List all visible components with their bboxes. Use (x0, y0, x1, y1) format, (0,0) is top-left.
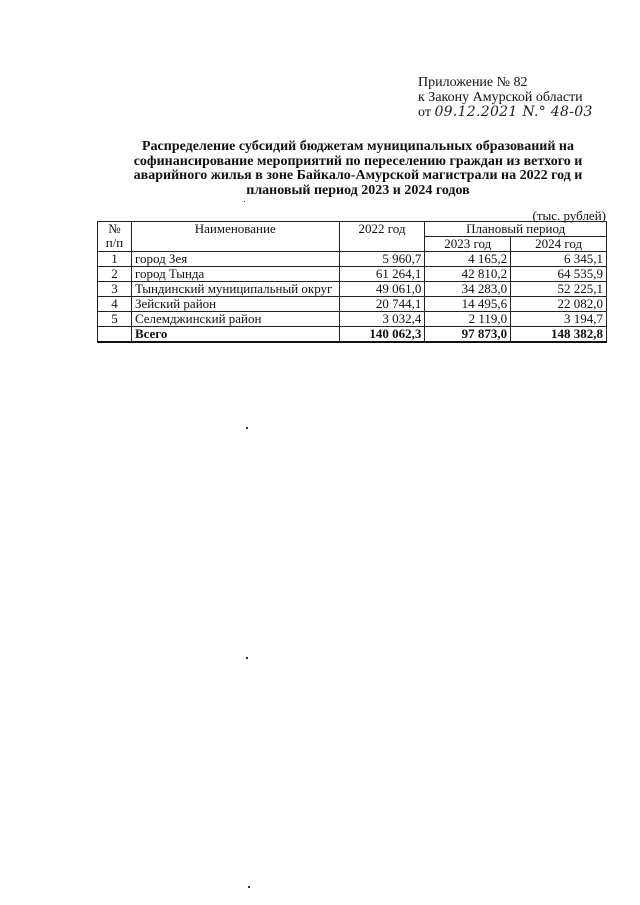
handwritten-date-number: 09.12.2021 N.° 48-03 (434, 104, 593, 120)
row-2024: 22 082,0 (511, 297, 607, 312)
annex-date-prefix: от (418, 105, 431, 120)
row-2023: 42 810,2 (425, 267, 511, 282)
header-2024: 2024 год (511, 237, 607, 252)
row-2023: 34 283,0 (425, 282, 511, 297)
row-2022: 20 744,1 (339, 297, 425, 312)
row-2023: 4 165,2 (425, 252, 511, 267)
total-2024: 148 382,8 (511, 327, 607, 343)
row-num: 4 (98, 297, 132, 312)
row-name: Зейский район (131, 297, 339, 312)
table-row (98, 312, 607, 327)
total-2022: 140 062,3 (339, 327, 425, 343)
scan-speck (244, 201, 245, 202)
row-2024: 6 345,1 (511, 252, 607, 267)
header-num-line2: п/п (105, 235, 124, 250)
row-num: 5 (98, 312, 132, 327)
annex-law: к Закону Амурской области (418, 90, 583, 105)
row-2023: 14 495,6 (425, 297, 511, 312)
row-name: город Зея (131, 252, 339, 267)
row-num: 3 (98, 282, 132, 297)
row-2023: 2 119,0 (425, 312, 511, 327)
row-2022: 49 061,0 (339, 282, 425, 297)
header-planned-period: Плановый период (425, 222, 607, 237)
header-2022: 2022 год (339, 222, 425, 252)
row-name: город Тында (131, 267, 339, 282)
header-num-line1: № (108, 221, 121, 236)
annex-header (418, 75, 593, 120)
table-row (98, 267, 607, 282)
table-row (98, 252, 607, 267)
row-2022: 61 264,1 (339, 267, 425, 282)
table-header-row (98, 222, 607, 237)
row-num: 2 (98, 267, 132, 282)
row-2024: 52 225,1 (511, 282, 607, 297)
header-2023: 2023 год (425, 237, 511, 252)
annex-date-line (418, 105, 593, 120)
units-label: (тыс. рублей) (532, 208, 606, 223)
row-name: Тындинский муниципальный округ (131, 282, 339, 297)
scan-speck (246, 657, 248, 659)
scan-speck (246, 427, 248, 429)
table-total-row (98, 327, 607, 343)
header-num (98, 222, 132, 252)
total-2023: 97 873,0 (425, 327, 511, 343)
header-name: Наименование (131, 222, 339, 252)
row-2024: 3 194,7 (511, 312, 607, 327)
scan-speck (248, 886, 250, 888)
row-num: 1 (98, 252, 132, 267)
table-row (98, 297, 607, 312)
annex-number: Приложение № 82 (418, 75, 528, 90)
row-2022: 5 960,7 (339, 252, 425, 267)
row-2024: 64 535,9 (511, 267, 607, 282)
total-label: Всего (131, 327, 339, 343)
row-name: Селемджинский район (131, 312, 339, 327)
subsidy-table (97, 221, 607, 343)
row-2022: 3 032,4 (339, 312, 425, 327)
table-row (98, 282, 607, 297)
document-title: Распределение субсидий бюджетам муниципальных образований на софинансирование мероприятий по переселению граждан из ветхого и аварийного жилья в зоне Байкало-Амурской магистрали на 2022 год и плановый период 2023 и 2024 годов (133, 139, 583, 198)
total-num (98, 327, 132, 343)
